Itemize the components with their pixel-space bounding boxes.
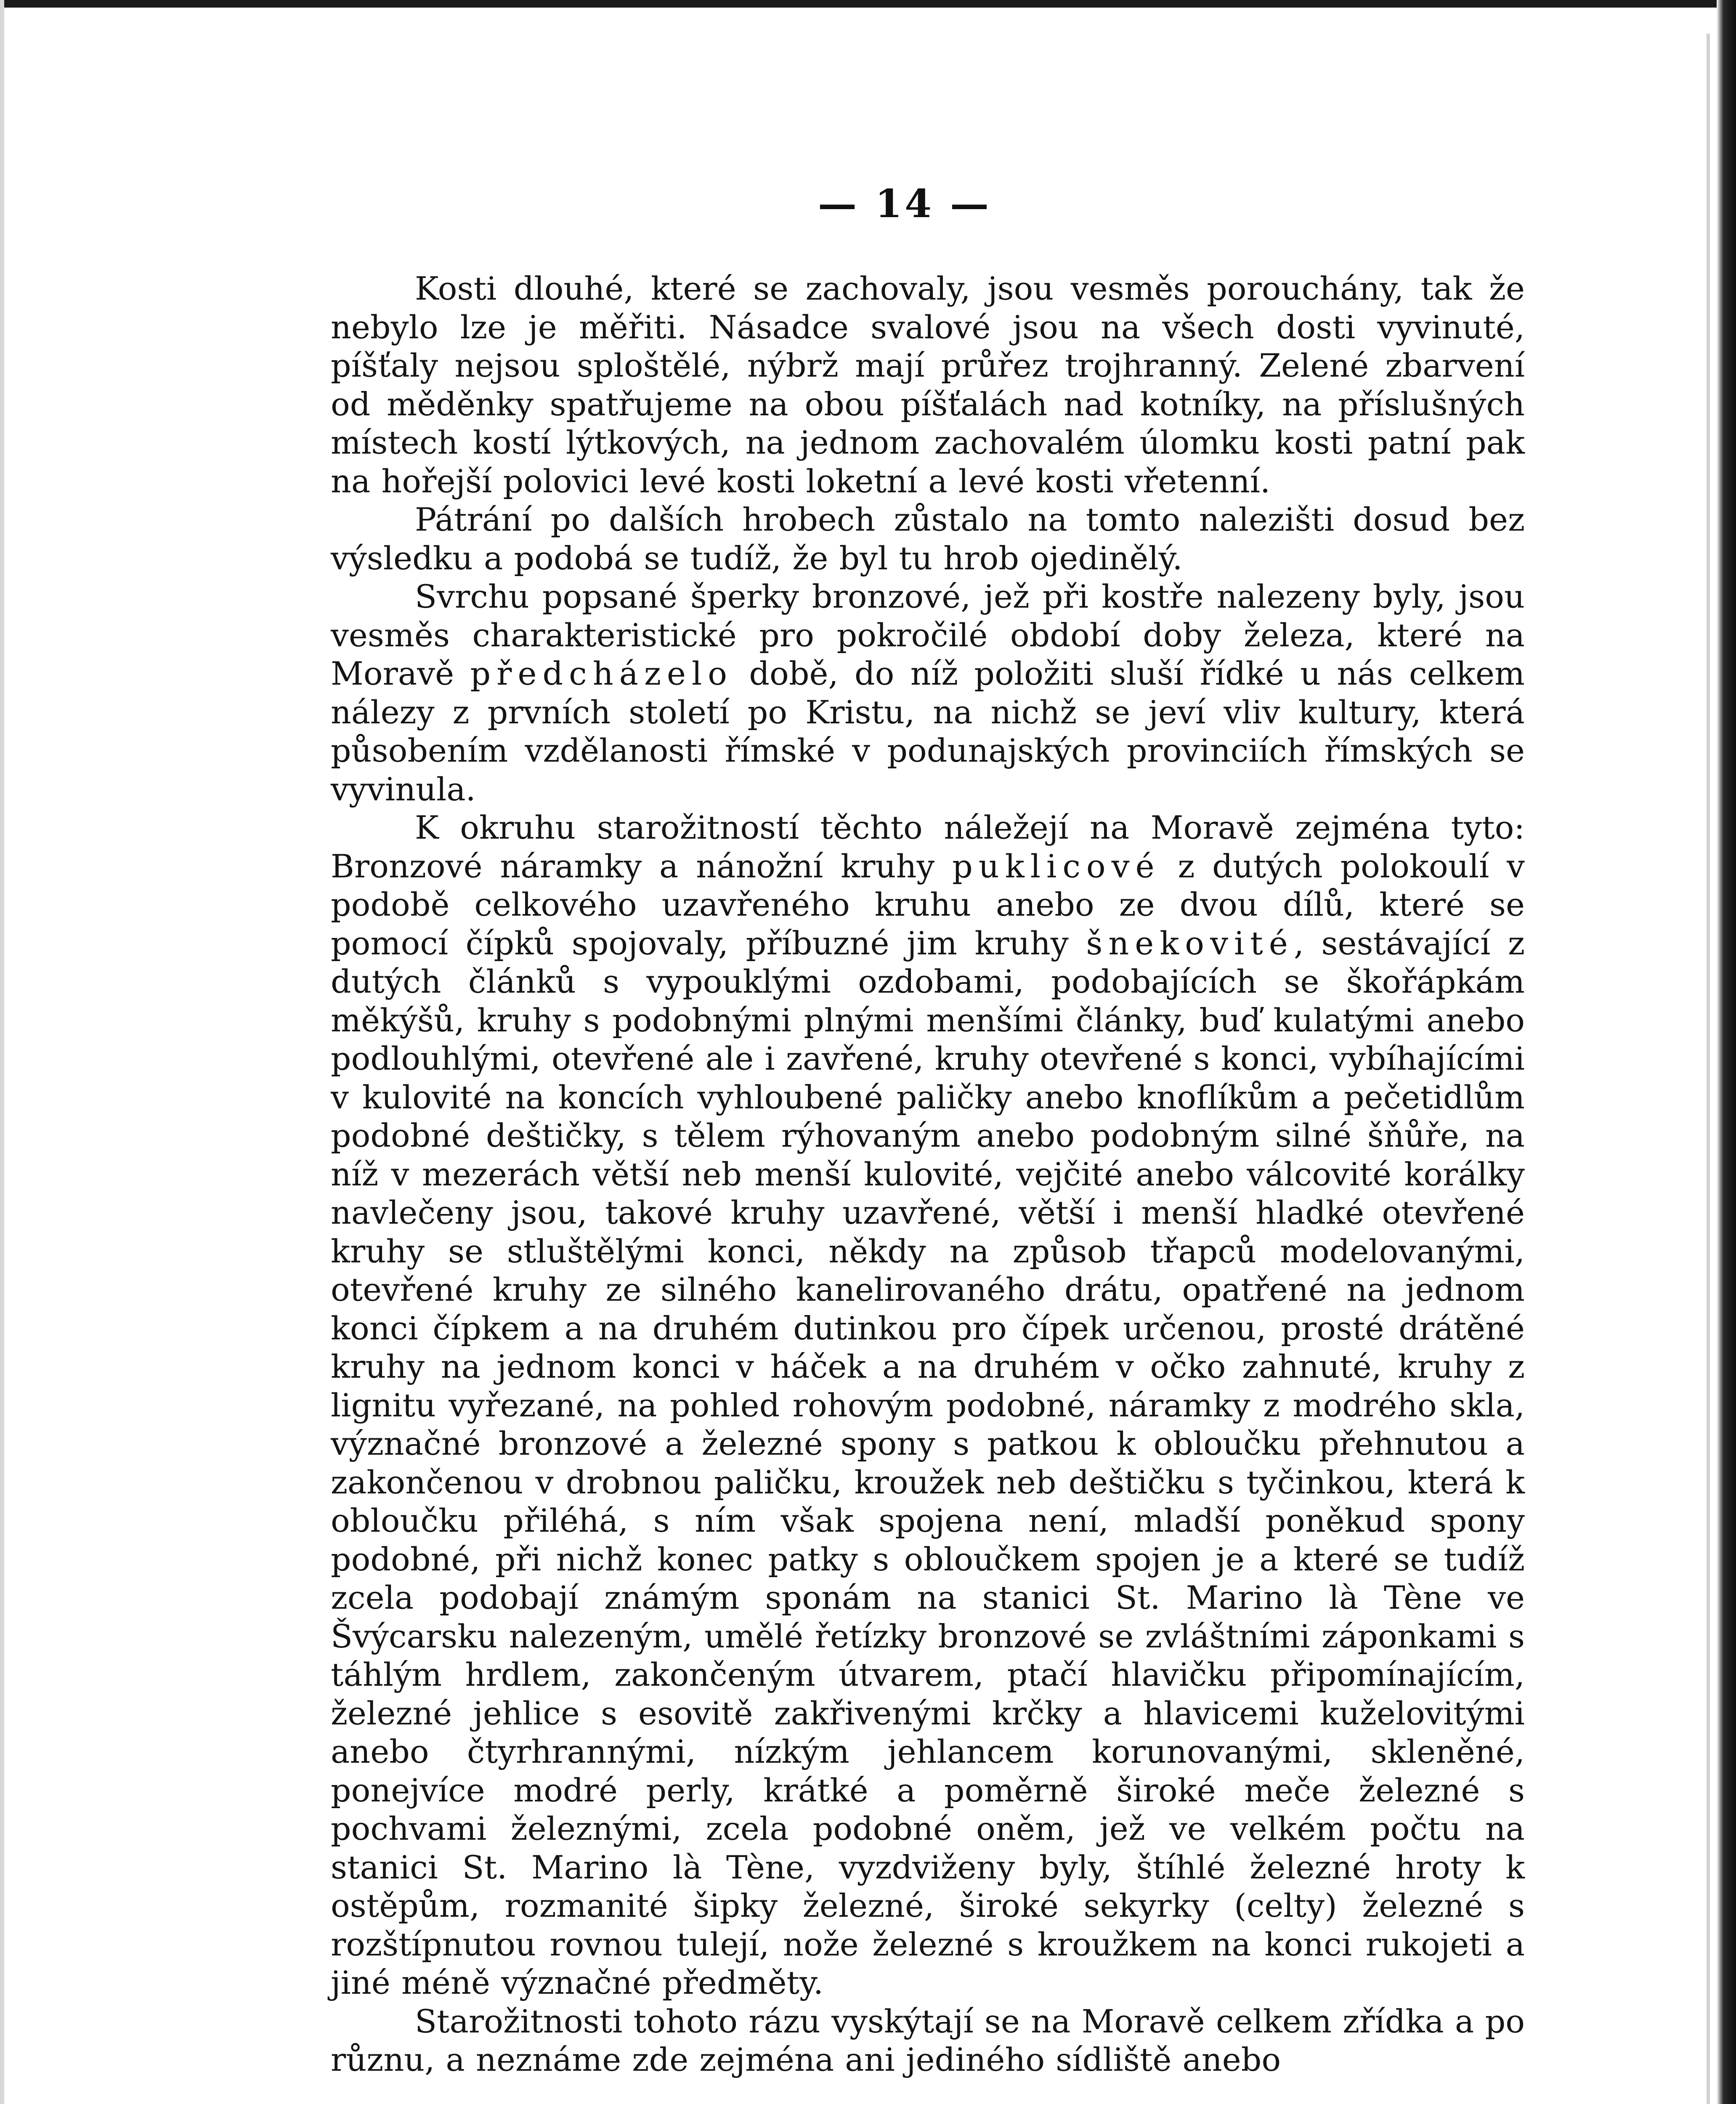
scan-edge-top (0, 0, 1736, 8)
page-number: — 14 — (818, 181, 992, 226)
emphasized-word: předcházelo (470, 655, 733, 692)
paragraph-text: Svrchu popsané šperky bronzové, jež při kostře nalezeny byly, jsou vesměs charakteristické pro pokročilé období doby železa, které na Moravě (331, 578, 1525, 692)
paragraph-antiquities-list (331, 808, 1525, 2002)
paragraph-text: Kosti dlouhé, které se zachovaly, jsou vesměs porouchány, tak že nebylo lze je měřiti. Násadce svalové jsou na všech dosti vyvinuté, píšťaly nejsou sploštělé, nýbrž mají průřez trojhranný. Zelené zbarvení od měděnky spatřujeme na obou píšťalách nad kotníky, na příslušných místech kostí lýtkových, na jednom zachovalém úlomku kosti patní pak na hořejší polovici levé kosti loketní a levé kosti vřetenní. (331, 270, 1525, 500)
paragraph-bones (331, 269, 1525, 500)
scan-edge-right-shadow (1707, 34, 1710, 2104)
paragraph-text: době, do níž položiti sluší řídké u nás celkem nálezy z prvních století po Kristu, na nichž se jeví vliv kultury, která působením vzdělanosti římské v podunajských provinciích římských se vyvinula. (331, 655, 1525, 808)
paragraph-text: Starožitnosti tohoto rázu vyskýtají se na Moravě celkem zřídka a po různu, a neznáme zde zejména ani jediného sídliště anebo (331, 2002, 1525, 2078)
paragraph-text: , sestávající z dutých článků s vypouklými ozdobami, podobajících se škořápkám měkýšů, kruhy s podobnými plnými menšími články, buď kulatými anebo podlouhlými, otevřené ale i zavřené, kruhy otevřené s konci, vybíhajícími v kulovité na koncích vyhloubené paličky anebo knoflíkům a pečetidlům podobné deštičky, s tělem rýhovaným anebo podobným silné šňůře, na níž v mezerách větší neb menší kulovité, vejčité anebo válcovité korálky navlečeny jsou, takové kruhy uzavřené, větší i menší hladké otevřené kruhy se stluštělými konci, někdy na způsob třapců modelovanými, otevřené kruhy ze silného kanelirovaného drátu, opatřené na jednom konci čípkem a na druhém dutinkou pro čípek určenou, prosté drátěné kruhy na jednom konci v háček a na druhém v očko zahnuté, kruhy z lignitu vyřezané, na pohled rohovým podobné, náramky z modrého skla, význačné bronzové a železné spony s patkou k obloučku přehnutou a zakončenou v drobnou paličku, kroužek neb deštičku s tyčinkou, která k obloučku přiléhá, s ním však spojena není, mladší poněkud spony podobné, při nichž konec patky s obloučkem spojen je a které se tudíž zcela podobají známým sponám na stanici St. Marino là Tène ve Švýcarsku nalezeným, umělé řetízky bronzové se zvláštními záponkami s táhlým hrdlem, zakončeným útvarem, ptačí hlavičku připomínajícím, železné jehlice s esovitě zakřivenými krčky a hlavicemi kuželovitými anebo čtyrhrannými, nízkým jehlancem korunovanými, skleněné, ponejvíce modré perly, krátké a poměrně široké meče železné s pochvami železnými, zcela podobné oněm, jež ve velkém počtu na stanici St. Marino là Tène, vyzdviženy byly, štíhlé železné hroty k ostěpům, rozmanité šipky železné, široké sekyrky (celty) železné s rozštípnutou rovnou tulejí, nože železné s kroužkem na konci rukojeti a jiné méně význačné předměty. (331, 924, 1525, 2001)
paragraph-search (331, 500, 1525, 577)
emphasized-word: šnekovité (1086, 924, 1294, 962)
paragraph-rarity (331, 2002, 1525, 2079)
paragraph-text: z dutých polokoulí v podobě celkového uzavřeného kruhu anebo ze dvou dílů, které se pomocí čípků spojovaly, příbuzné jim kruhy (331, 847, 1525, 962)
paragraph-jewelry (331, 577, 1525, 808)
paragraph-text: K okruhu starožitností těchto náležejí na Moravě zejména tyto: Bronzové náramky a nánožní kruhy (331, 809, 1525, 885)
scan-edge-left (0, 0, 4, 2104)
emphasized-word: puklicové (952, 847, 1160, 885)
paragraph-text: Pátrání po dalších hrobech zůstalo na tomto nalezišti dosud bez výsledku a podobá se tudíž, že byl tu hrob ojedinělý. (331, 501, 1525, 577)
scan-edge-right (1717, 0, 1736, 2104)
body-text (331, 269, 1525, 2079)
